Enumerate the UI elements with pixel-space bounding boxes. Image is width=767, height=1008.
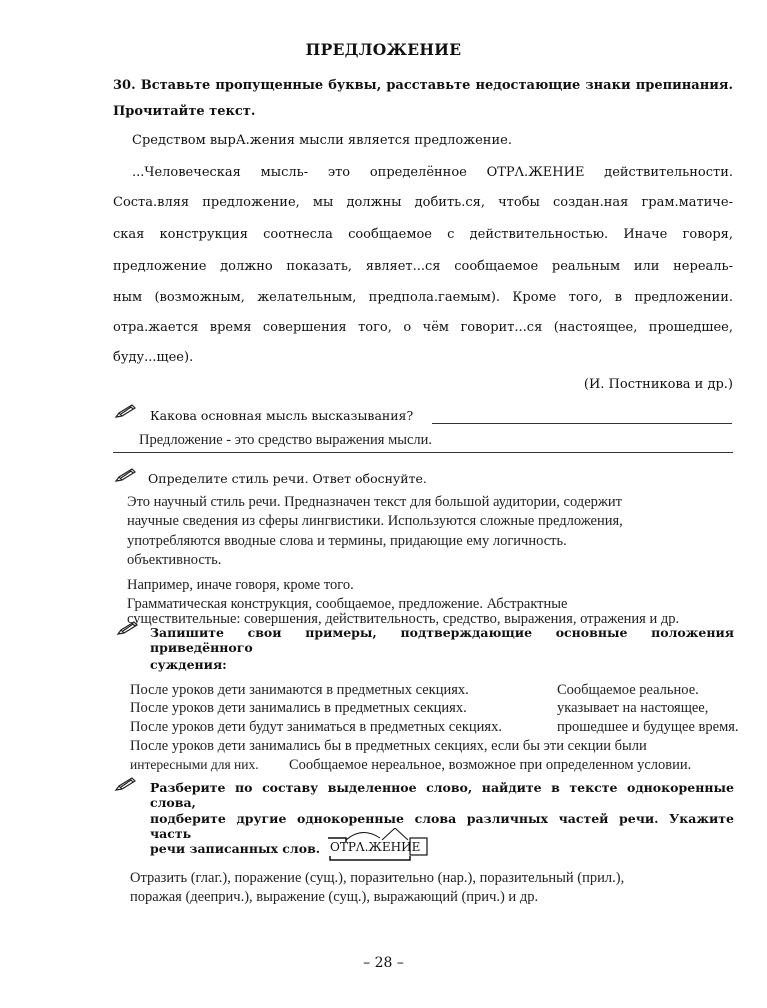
example-note: указывает на настоящее, bbox=[557, 700, 709, 716]
question-1-prompt: Какова основная мысль высказывания? bbox=[150, 408, 414, 423]
pencil-icon bbox=[116, 620, 140, 636]
pencil-icon bbox=[114, 467, 138, 483]
text-line: ным (возможным, желательным, предпола.гаемым). Кроме того, в предложении. bbox=[113, 290, 733, 305]
example-sentence: После уроков дети занимаются в предметных секциях. bbox=[130, 682, 469, 698]
question-3-prompt-line-2: суждения: bbox=[150, 657, 227, 672]
text-line: ...Человеческая мысль- это определённое ОТРΛ.ЖЕНИЕ действительности. bbox=[132, 165, 733, 180]
morpheme-marks bbox=[324, 828, 444, 864]
attribution: (И. Постникова и др.) bbox=[583, 377, 733, 392]
question-2-prompt: Определите стиль речи. Ответ обоснуйте. bbox=[148, 471, 427, 486]
answer-line: поражая (дееприч.), выражение (сущ.), выражающий (прич.) и др. bbox=[130, 889, 539, 905]
page-number: – 28 – bbox=[363, 955, 404, 971]
intro-line: Средством вырА.жения мысли является предложение. bbox=[132, 133, 512, 148]
example-note: Сообщаемое реальное. bbox=[557, 682, 699, 698]
ending-box bbox=[410, 838, 427, 855]
question-4-prompt-line-3: речи записанных слов. bbox=[150, 841, 321, 856]
suffix-mark bbox=[382, 828, 408, 840]
question-1-answer: Предложение - это средство выражения мысли. bbox=[139, 432, 433, 448]
answer-underline bbox=[432, 423, 732, 424]
answer-line: Грамматическая конструкция, сообщаемое, предложение. Абстрактные bbox=[127, 596, 568, 612]
example-sentence: После уроков дети занимались в предметных секциях. bbox=[130, 700, 467, 716]
example-sentence-unreal-end: интересными для них. bbox=[130, 757, 259, 772]
text-line: ская конструкция соотнесла сообщаемое с действительностью. Иначе говоря, bbox=[113, 227, 733, 242]
parsed-word: ОТРΛ.ЖЕНИЕ bbox=[330, 840, 421, 854]
example-note: прошедшее и будущее время. bbox=[557, 719, 739, 735]
text-line: отра.жается время совершения того, о чём говорит...ся (настоящее, прошедшее, bbox=[113, 320, 733, 335]
answer-line: употребляются вводные слова и термины, придающие ему логичность. bbox=[127, 533, 567, 549]
example-note-unreal: Сообщаемое нереальное, возможное при определенном условии. bbox=[289, 757, 692, 773]
exercise-task-line-1: 30. Вставьте пропущенные буквы, расставьте недостающие знаки препинания. bbox=[113, 78, 733, 93]
answer-line: научные сведения из сферы лингвистики. Используются сложные предложения, bbox=[127, 513, 623, 529]
root-mark bbox=[346, 832, 380, 840]
example-sentence: После уроков дети будут заниматься в предметных секциях. bbox=[130, 719, 502, 735]
question-3-prompt-line-1: Запишите свои примеры, подтверждающие основные положения приведённого bbox=[150, 625, 734, 655]
exercise-task-line-2: Прочитайте текст. bbox=[113, 104, 256, 119]
prefix-mark bbox=[328, 838, 346, 842]
example-sentence-unreal: После уроков дети занимались бы в предметных секциях, если бы эти секции были bbox=[130, 738, 647, 754]
page-title: ПРЕДЛОЖЕНИЕ bbox=[305, 40, 462, 59]
answer-line: существительные: совершения, действительность, средство, выражения, отражения и др. bbox=[127, 611, 680, 627]
pencil-icon bbox=[114, 776, 138, 792]
answer-line: Отразить (глаг.), поражение (сущ.), поразительно (нар.), поразительный (прил.), bbox=[130, 870, 625, 886]
text-line: Соста.вляя предложение, мы должны добить.ся, чтобы создан.ная грам.матиче- bbox=[113, 195, 733, 210]
answer-line: Это научный стиль речи. Предназначен текст для большой аудитории, содержит bbox=[127, 494, 622, 510]
answer-line: объективность. bbox=[127, 552, 222, 568]
word-morpheme-parse bbox=[324, 828, 444, 864]
stem-bracket bbox=[330, 856, 410, 860]
pencil-icon bbox=[114, 403, 138, 419]
question-4-prompt-line-1: Разберите по составу выделенное слово, найдите в тексте однокоренные слова, bbox=[150, 780, 734, 810]
text-line: предложение должно показать, являет...ся сообщаемое реальным или нереаль- bbox=[113, 259, 733, 274]
answer-line: Например, иначе говоря, кроме того. bbox=[127, 577, 354, 593]
answer-underline bbox=[113, 452, 733, 453]
text-line: буду...щее). bbox=[113, 350, 194, 365]
question-4-prompt-line-2: подберите другие однокоренные слова различных частей речи. Укажите часть bbox=[150, 811, 734, 841]
